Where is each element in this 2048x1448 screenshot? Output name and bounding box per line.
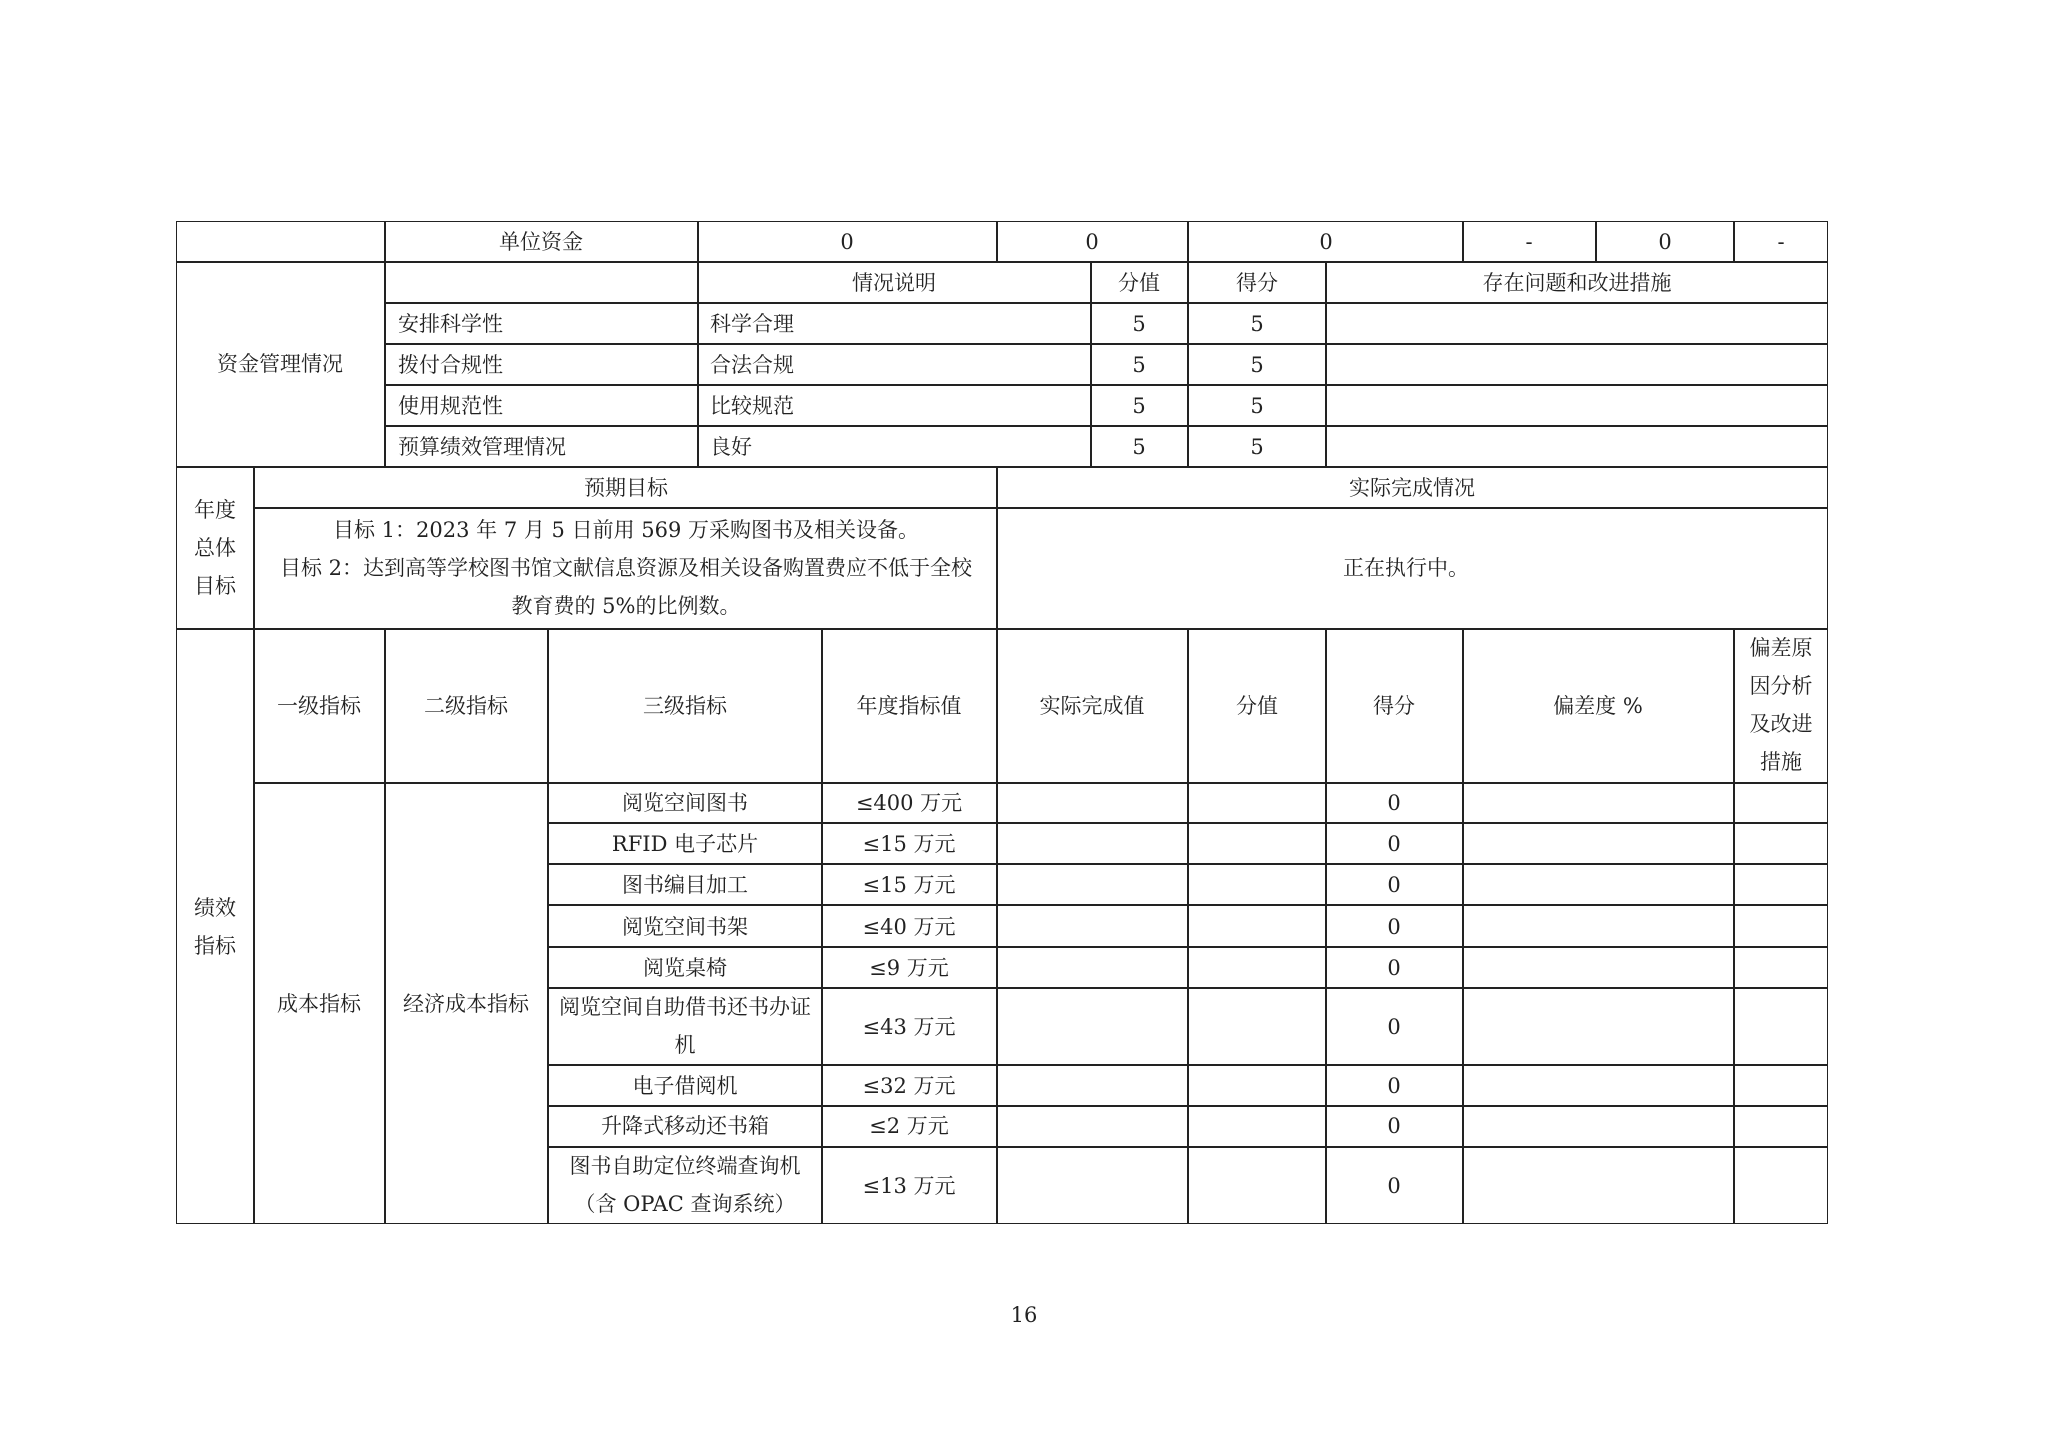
funding-source-label: 单位资金 — [499, 230, 583, 254]
header-level2: 二级指标 — [424, 694, 508, 718]
annual-target-value: ≤15 万元 — [862, 873, 956, 897]
header-perf-score: 得分 — [1373, 694, 1415, 718]
goal-text-line-2: 目标 2：达到高等学校图书馆文献信息资源及相关设备购置费应不低于全校 — [279, 556, 973, 580]
annual-goal-label: 年度总体目标 — [194, 498, 236, 598]
fund-management-label: 资金管理情况 — [217, 352, 343, 376]
actual-completion-text: 正在执行中。 — [1343, 556, 1469, 580]
level1-indicator: 成本指标 — [277, 992, 361, 1016]
indicator-score: 0 — [1387, 1174, 1401, 1198]
fund-item-score: 5 — [1250, 435, 1264, 459]
annual-target-value: ≤2 万元 — [869, 1114, 949, 1138]
level3-indicator: 图书编目加工 — [622, 873, 748, 897]
expected-goal-header: 预期目标 — [584, 476, 668, 500]
performance-indicators-label: 绩效指标 — [194, 896, 236, 958]
indicator-score: 0 — [1387, 873, 1401, 897]
fund-item-label: 安排科学性 — [398, 312, 503, 336]
goal-text-line-3: 教育费的 5%的比例数。 — [511, 594, 741, 618]
level3-indicator: 图书自助定位终端查询机（含 OPAC 查询系统） — [569, 1154, 801, 1216]
fund-item-description: 科学合理 — [710, 312, 794, 336]
fund-item-points: 5 — [1132, 312, 1146, 336]
annual-target-value: ≤43 万元 — [862, 1015, 956, 1039]
fund-item-score: 5 — [1250, 312, 1264, 336]
fund-item-score: 5 — [1250, 353, 1264, 377]
fund-item-label: 预算绩效管理情况 — [398, 435, 566, 459]
level3-indicator: 阅览空间自助借书还书办证机 — [559, 995, 811, 1057]
funding-value-4: - — [1525, 230, 1533, 254]
annual-target-value: ≤9 万元 — [869, 956, 949, 980]
indicator-score: 0 — [1387, 791, 1401, 815]
fund-item-label: 使用规范性 — [398, 394, 503, 418]
page-number: 16 — [1010, 1303, 1038, 1327]
indicator-score: 0 — [1387, 1015, 1401, 1039]
funding-value-6: - — [1777, 230, 1785, 254]
header-perf-points: 分值 — [1236, 694, 1278, 718]
fund-item-points: 5 — [1132, 353, 1146, 377]
funding-value-5: 0 — [1658, 230, 1672, 254]
header-deviation-reason: 偏差原因分析及改进措施 — [1749, 636, 1813, 774]
fund-item-points: 5 — [1132, 435, 1146, 459]
funding-value-1: 0 — [840, 230, 854, 254]
annual-target-value: ≤13 万元 — [862, 1174, 956, 1198]
fund-item-score: 5 — [1250, 394, 1264, 418]
annual-target-value: ≤32 万元 — [862, 1074, 956, 1098]
indicator-score: 0 — [1387, 915, 1401, 939]
header-points: 分值 — [1118, 271, 1160, 295]
fund-item-description: 比较规范 — [710, 394, 794, 418]
level3-indicator: 阅览空间图书 — [622, 791, 748, 815]
fund-item-description: 良好 — [710, 435, 752, 459]
annual-target-value: ≤400 万元 — [855, 791, 963, 815]
fund-item-points: 5 — [1132, 394, 1146, 418]
indicator-score: 0 — [1387, 1074, 1401, 1098]
header-description: 情况说明 — [852, 271, 936, 295]
annual-target-value: ≤40 万元 — [862, 915, 956, 939]
indicator-score: 0 — [1387, 832, 1401, 856]
fund-item-description: 合法合规 — [710, 353, 794, 377]
header-actual-value: 实际完成值 — [1039, 694, 1145, 718]
annual-target-value: ≤15 万元 — [862, 832, 956, 856]
level3-indicator: 阅览空间书架 — [622, 915, 748, 939]
level3-indicator: 升降式移动还书箱 — [601, 1114, 769, 1138]
header-level1: 一级指标 — [277, 694, 361, 718]
level3-indicator: 电子借阅机 — [632, 1074, 738, 1098]
indicator-score: 0 — [1387, 1114, 1401, 1138]
goal-text-line-1: 目标 1：2023 年 7 月 5 日前用 569 万采购图书及相关设备。 — [332, 518, 920, 542]
header-deviation: 偏差度 % — [1553, 694, 1643, 718]
budget-performance-table — [176, 221, 1828, 1224]
funding-value-2: 0 — [1085, 230, 1099, 254]
funding-value-3: 0 — [1319, 230, 1333, 254]
header-level3: 三级指标 — [643, 694, 727, 718]
header-annual-value: 年度指标值 — [856, 694, 962, 718]
actual-completion-header: 实际完成情况 — [1349, 476, 1475, 500]
indicator-score: 0 — [1387, 956, 1401, 980]
header-issues: 存在问题和改进措施 — [1482, 271, 1672, 295]
level3-indicator: RFID 电子芯片 — [611, 832, 759, 856]
header-score: 得分 — [1236, 271, 1278, 295]
level2-indicator: 经济成本指标 — [403, 992, 529, 1016]
level3-indicator: 阅览桌椅 — [643, 956, 727, 980]
fund-item-label: 拨付合规性 — [398, 353, 503, 377]
